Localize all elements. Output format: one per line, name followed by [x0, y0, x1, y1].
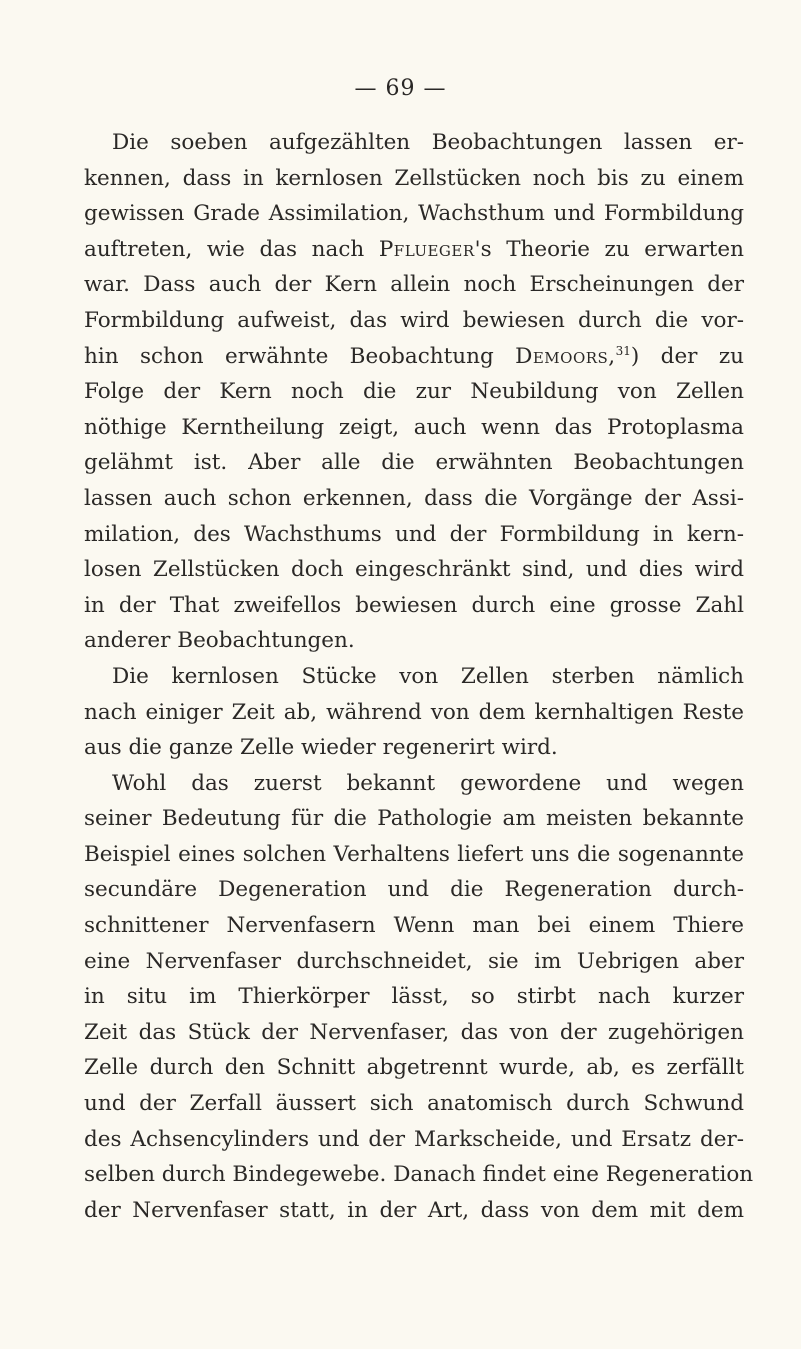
text-line: Formbildung aufweist, das wird bewiesen durch die vor-: [84, 307, 744, 333]
text-line: des Achsencylinders und der Markscheide, und Ersatz der-: [84, 1126, 744, 1152]
text-line: selben durch Bindegewebe. Danach findet eine Regeneration: [84, 1162, 754, 1188]
footnote-reference: 31: [615, 343, 631, 358]
text-line: kennen, dass in kernlosen Zellstücken noch bis zu einem: [84, 165, 744, 191]
author-name-pflueger: Pflueger: [378, 236, 475, 262]
text-line: der Nervenfaser statt, in der Art, dass von dem mit dem: [84, 1197, 744, 1223]
page-number: — 69 —: [354, 76, 447, 101]
text-line: gelähmt ist. Aber alle die erwähnten Beobachtungen: [84, 450, 744, 476]
text-fragment: hin schon erwähnte Beobachtung: [84, 343, 516, 369]
text-line: anderer Beobachtungen.: [84, 628, 355, 654]
paragraph-2: [84, 659, 744, 766]
text-line: nach einiger Zeit ab, während von dem kernhaltigen Reste: [84, 699, 744, 725]
text-line: Beispiel eines solchen Verhaltens liefert uns die sogenannte: [84, 841, 744, 867]
text-line-with-reference: [84, 339, 744, 375]
text-line: schnittener Nervenfasern Wenn man bei einem Thiere: [84, 913, 744, 939]
text-fragment: auftreten, wie das nach: [84, 236, 379, 262]
author-name-demoor: Demoors,: [515, 343, 616, 369]
text-line: war. Dass auch der Kern allein noch Erscheinungen der: [84, 272, 744, 298]
text-line: secundäre Degeneration und die Regeneration durch-: [84, 877, 744, 903]
text-line: gewissen Grade Assimilation, Wachsthum und Formbildung: [84, 201, 744, 227]
text-line: losen Zellstücken doch eingeschränkt sind, und dies wird: [84, 557, 744, 583]
text-line: Wohl das zuerst bekannt gewordene und wegen: [112, 770, 744, 796]
text-line-with-author: [84, 232, 744, 268]
text-line: nöthige Kerntheilung zeigt, auch wenn das Protoplasma: [84, 414, 744, 440]
text-line: aus die ganze Zelle wieder regenerirt wird.: [84, 735, 558, 761]
text-line: eine Nervenfaser durchschneidet, sie im Uebrigen aber: [84, 948, 744, 974]
body-text: [84, 125, 754, 1228]
paragraph-1: [84, 125, 744, 659]
text-line: Die soeben aufgezählten Beobachtungen lassen er-: [112, 130, 744, 155]
text-line: lassen auch schon erkennen, dass die Vorgänge der Assi-: [84, 485, 744, 511]
text-line: Zelle durch den Schnitt abgetrennt wurde, ab, es zerfällt: [84, 1055, 744, 1081]
text-line: seiner Bedeutung für die Pathologie am meisten bekannte: [84, 806, 744, 832]
text-line: Folge der Kern noch die zur Neubildung von Zellen: [84, 379, 744, 405]
text-line: milation, des Wachsthums und der Formbildung in kern-: [84, 521, 744, 547]
paragraph-3: [84, 766, 754, 1229]
text-line: Zeit das Stück der Nervenfaser, das von der zugehörigen: [84, 1019, 744, 1045]
text-line: und der Zerfall äussert sich anatomisch durch Schwund: [84, 1091, 744, 1117]
text-fragment: ) der zu: [630, 343, 744, 369]
text-line: in der That zweifellos bewiesen durch eine grosse Zahl: [84, 592, 744, 618]
text-line: Die kernlosen Stücke von Zellen sterben nämlich: [112, 663, 744, 689]
text-line: in situ im Thierkörper lässt, so stirbt nach kurzer: [84, 984, 744, 1010]
text-fragment: 's Theorie zu erwarten: [474, 236, 744, 262]
